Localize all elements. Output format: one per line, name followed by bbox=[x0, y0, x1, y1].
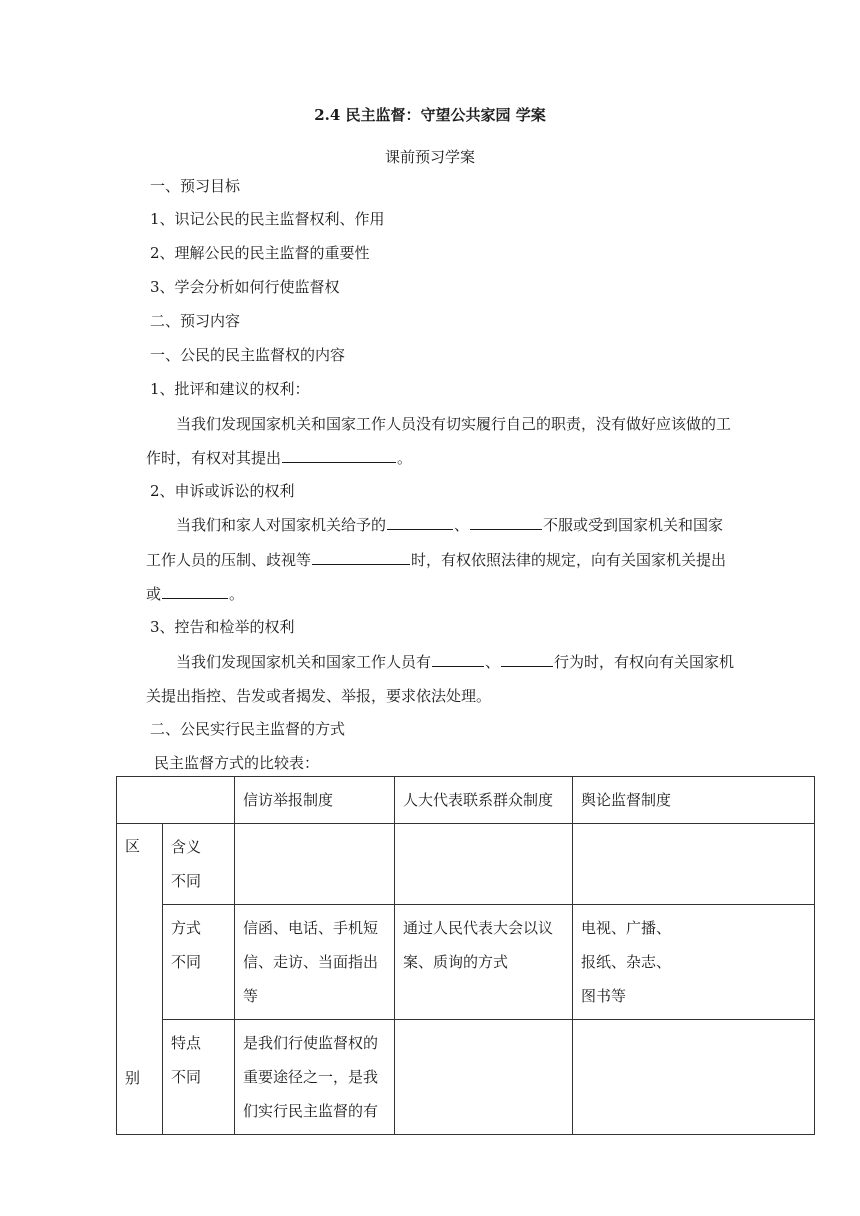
row-label-cell bbox=[163, 824, 235, 905]
goal-item-2: 2、理解公民的民主监督的重要性 bbox=[150, 244, 370, 262]
text-fragment: 行为时，有权向有关国家机 bbox=[554, 653, 735, 671]
section-heading-goals: 一、预习目标 bbox=[150, 177, 241, 195]
cell-line: 通过人民代表大会以议 bbox=[403, 919, 554, 937]
text-fragment: 工作人员的压制、歧视等 bbox=[146, 551, 312, 569]
table-corner-cell bbox=[117, 777, 235, 824]
section-heading-content: 二、预习内容 bbox=[150, 312, 241, 330]
cell-line: 信、走访、当面指出 bbox=[243, 953, 379, 971]
table-row bbox=[117, 1020, 815, 1135]
right-heading-appeal: 2、申诉或诉讼的权利 bbox=[150, 482, 295, 500]
table-header-cell: 信访举报制度 bbox=[235, 777, 395, 824]
text-fragment: 。 bbox=[397, 449, 413, 467]
table-header-cell: 舆论监督制度 bbox=[573, 777, 815, 824]
text-fragment: 当我们发现国家机关和国家工作人员有 bbox=[176, 653, 432, 671]
paragraph-line: 关提出指控、告发或者揭发、举报，要求依法处理。 bbox=[146, 687, 492, 705]
paragraph-line bbox=[176, 652, 734, 672]
table-cell bbox=[235, 824, 395, 905]
row-label-line: 不同 bbox=[171, 872, 202, 890]
text-fragment: 、 bbox=[454, 516, 470, 534]
cell-line: 重要途径之一，是我 bbox=[243, 1068, 379, 1086]
goal-item-3: 3、学会分析如何行使监督权 bbox=[150, 278, 340, 296]
table-cell bbox=[235, 905, 395, 1020]
text-fragment: 或 bbox=[146, 585, 162, 603]
group-label-bottom: 别 bbox=[125, 1069, 141, 1087]
table-cell bbox=[395, 905, 573, 1020]
part-heading-rights: 一、公民的民主监督权的内容 bbox=[150, 346, 346, 364]
table-row bbox=[117, 824, 815, 905]
cell-line: 图书等 bbox=[581, 987, 627, 1005]
group-label-cell bbox=[117, 824, 163, 1135]
group-label-top: 区 bbox=[125, 837, 141, 855]
document-subtitle: 课前预习学案 bbox=[384, 148, 475, 166]
fill-blank[interactable] bbox=[501, 652, 553, 667]
table-cell bbox=[395, 1020, 573, 1135]
cell-line: 电视、广播、 bbox=[581, 919, 672, 937]
cell-line: 是我们行使监督权的 bbox=[243, 1034, 379, 1052]
paragraph-line: 当我们发现国家机关和国家工作人员没有切实履行自己的职责，没有做好应该做的工 bbox=[176, 415, 732, 433]
paragraph-line bbox=[176, 515, 723, 535]
table-cell bbox=[573, 1020, 815, 1135]
table-header-cell: 人大代表联系群众制度 bbox=[395, 777, 573, 824]
text-fragment: 当我们和家人对国家机关给予的 bbox=[176, 516, 387, 534]
paragraph-line bbox=[146, 448, 412, 468]
document-title: 2.4 民主监督：守望公共家园 学案 bbox=[314, 106, 546, 124]
row-label-cell bbox=[163, 1020, 235, 1135]
fill-blank[interactable] bbox=[162, 584, 228, 599]
text-fragment: 、 bbox=[485, 653, 501, 671]
comparison-table bbox=[116, 776, 815, 1135]
table-cell bbox=[573, 824, 815, 905]
right-heading-accusation: 3、控告和检举的权利 bbox=[150, 618, 295, 636]
row-label-cell bbox=[163, 905, 235, 1020]
goal-item-1: 1、识记公民的民主监督权利、作用 bbox=[150, 210, 385, 228]
row-label-line: 不同 bbox=[171, 1068, 202, 1086]
row-label-line: 方式 bbox=[171, 919, 202, 937]
row-label-line: 不同 bbox=[171, 953, 202, 971]
text-fragment: 时，有权依照法律的规定，向有关国家机关提出 bbox=[411, 551, 727, 569]
cell-line: 信函、电话、手机短 bbox=[243, 919, 379, 937]
paragraph-line bbox=[146, 550, 726, 570]
row-label-line: 含义 bbox=[171, 838, 202, 856]
fill-blank[interactable] bbox=[470, 515, 542, 530]
cell-line: 案、质询的方式 bbox=[403, 953, 509, 971]
fill-blank[interactable] bbox=[432, 652, 484, 667]
fill-blank[interactable] bbox=[387, 515, 453, 530]
row-label-line: 特点 bbox=[171, 1034, 202, 1052]
text-fragment: 。 bbox=[229, 585, 245, 603]
part-heading-methods: 二、公民实行民主监督的方式 bbox=[150, 720, 346, 738]
fill-blank[interactable] bbox=[282, 448, 396, 463]
table-cell bbox=[573, 905, 815, 1020]
table-row bbox=[117, 905, 815, 1020]
table-header-row bbox=[117, 777, 815, 824]
fill-blank[interactable] bbox=[312, 550, 410, 565]
table-cell bbox=[395, 824, 573, 905]
table-caption: 民主监督方式的比较表： bbox=[154, 754, 320, 772]
cell-line: 报纸、杂志、 bbox=[581, 953, 672, 971]
cell-line: 等 bbox=[243, 987, 259, 1005]
text-fragment: 不服或受到国家机关和国家 bbox=[543, 516, 724, 534]
table-cell bbox=[235, 1020, 395, 1135]
text-fragment: 作时，有权对其提出 bbox=[146, 449, 282, 467]
cell-line: 们实行民主监督的有 bbox=[243, 1102, 379, 1120]
paragraph-line bbox=[146, 584, 244, 604]
right-heading-criticism: 1、批评和建议的权利： bbox=[150, 380, 310, 398]
